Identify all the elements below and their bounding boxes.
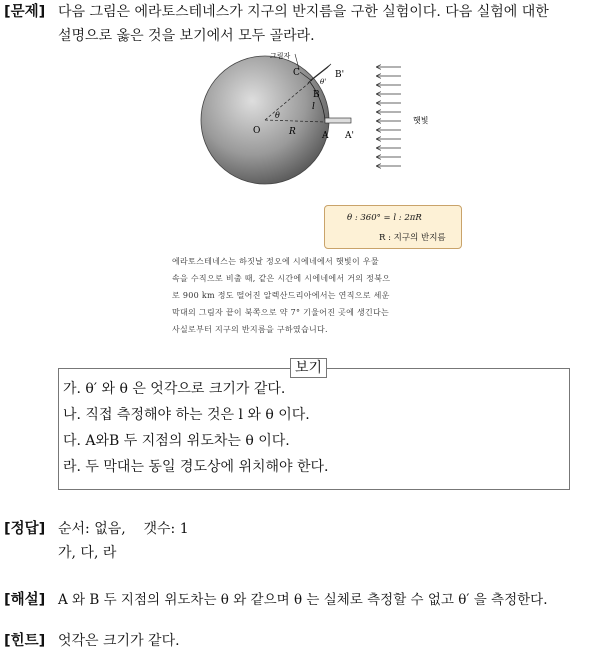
description-line-2: 속을 수직으로 비출 때, 같은 시간에 시에네에서 거의 정북으 xyxy=(172,274,391,283)
explanation-text: A 와 B 두 지점의 위도차는 θ 와 같으며 θ 는 실체로 측정할 수 없고 θ′ 을 측정한다. xyxy=(58,592,548,608)
problem-text xyxy=(58,0,588,48)
label-theta-prime: θ' xyxy=(320,78,327,86)
problem-line-2: 설명으로 옳은 것을 보기에서 모두 골라라. xyxy=(58,28,315,44)
choices-title: 보기 xyxy=(290,358,327,378)
hint-tag: [힌트] xyxy=(4,633,46,649)
label-o: O xyxy=(253,126,261,136)
choice-na: 나. 직접 측정해야 하는 것은 l 와 θ 이다. xyxy=(63,407,310,423)
label-b-prime: B' xyxy=(335,70,345,80)
description-line-1: 에라토스테네스는 하짓날 정오에 시에네에서 햇빛이 우물 xyxy=(172,257,379,266)
sun-rays xyxy=(377,67,401,166)
label-b: B xyxy=(313,90,320,100)
choice-ga: 가. θ′ 와 θ 은 엇각으로 크기가 같다. xyxy=(63,381,286,397)
answer-tag: [정답] xyxy=(4,521,46,537)
description-line-5: 사실로부터 지구의 반지름을 구하였습니다. xyxy=(172,325,328,334)
formula-line-2: R : 지구의 반지름 xyxy=(379,233,446,243)
label-theta: θ xyxy=(275,111,280,120)
answer-line-1: 순서: 없음, 갯수: 1 xyxy=(58,521,189,537)
explanation-tag: [해설] xyxy=(4,592,46,608)
problem-line-1: 다음 그림은 에라토스테네스가 지구의 반지름을 구한 실험이다. 다음 실험에 대한 xyxy=(58,4,549,20)
choice-da: 다. A와B 두 지점의 위도차는 θ 이다. xyxy=(63,433,290,449)
label-c: C xyxy=(293,68,300,78)
choices-list xyxy=(63,376,329,480)
label-sunlight: 햇빛 xyxy=(413,116,429,125)
label-a-prime: A' xyxy=(345,131,354,141)
answer-body xyxy=(58,517,189,565)
description-line-3: 로 900 km 정도 떨어진 알렉산드리아에서는 연직으로 세운 xyxy=(172,291,390,300)
label-shadow: 그림자 xyxy=(270,52,291,60)
label-a: A xyxy=(322,131,329,141)
hint-text: 엇각은 크기가 같다. xyxy=(58,633,180,649)
description-line-4: 막대의 그림자 끝이 북쪽으로 약 7° 기울어진 곳에 생긴다는 xyxy=(172,308,390,317)
formula-box xyxy=(324,205,462,249)
choice-ra: 라. 두 막대는 동일 경도상에 위치해야 한다. xyxy=(63,459,329,475)
answer-line-2: 가, 다, 라 xyxy=(58,545,117,561)
choices-box xyxy=(58,368,570,490)
label-l: l xyxy=(312,102,315,112)
eratosthenes-figure xyxy=(195,52,455,187)
label-r: R xyxy=(289,127,296,137)
problem-tag: [문제] xyxy=(4,4,46,20)
stick-a xyxy=(325,118,351,123)
figure-description xyxy=(172,253,472,338)
formula-line-1: θ : 360° = l : 2πR xyxy=(347,213,422,223)
